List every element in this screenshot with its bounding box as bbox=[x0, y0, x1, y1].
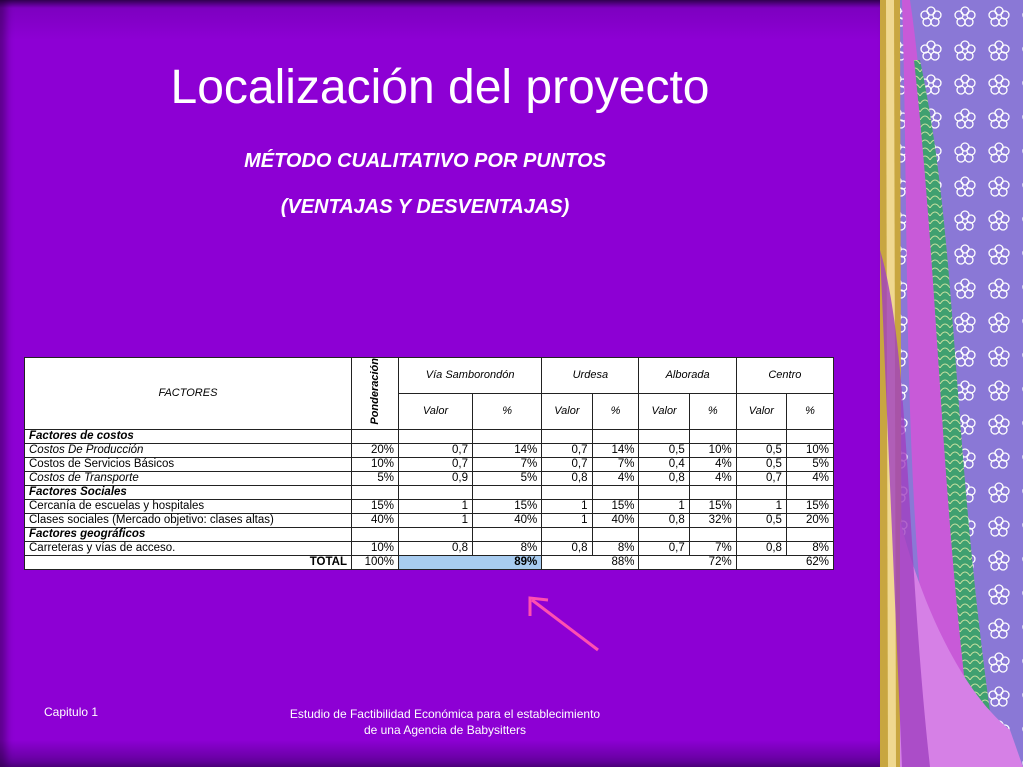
cell-pct-alborada: 15% bbox=[689, 499, 736, 513]
cell-pct-via-samborondon bbox=[473, 485, 542, 499]
cell-pct-alborada: 32% bbox=[689, 513, 736, 527]
cell-pct-via-samborondon: 14% bbox=[473, 443, 542, 457]
header-loc1: Vía Samborondón bbox=[399, 358, 542, 394]
row-label: Costos De Producción bbox=[25, 443, 352, 457]
cell-weight bbox=[352, 429, 399, 443]
row-label: Factores de costos bbox=[25, 429, 352, 443]
table-row bbox=[25, 513, 834, 527]
cell-valor-via-samborondon bbox=[399, 527, 473, 541]
header-weight bbox=[352, 358, 399, 430]
table-row bbox=[25, 457, 834, 471]
cell-pct-urdesa: 14% bbox=[592, 443, 639, 457]
highlight-arrow-icon bbox=[520, 590, 610, 660]
cell-valor-centro bbox=[736, 527, 786, 541]
row-label: Cercanía de escuelas y hospitales bbox=[25, 499, 352, 513]
cell-valor-via-samborondon: 1 bbox=[399, 513, 473, 527]
cell-pct-urdesa bbox=[592, 485, 639, 499]
cell-valor-via-samborondon bbox=[399, 485, 473, 499]
method-subtitle-2: (VENTAJAS Y DESVENTAJAS) bbox=[280, 196, 570, 218]
cell-valor-urdesa bbox=[542, 485, 592, 499]
cell-valor-alborada bbox=[639, 485, 689, 499]
cell-valor-urdesa: 0,8 bbox=[542, 541, 592, 555]
cell-pct-centro: 20% bbox=[786, 513, 833, 527]
cell-pct-urdesa: 7% bbox=[592, 457, 639, 471]
cell-pct-via-samborondon: 5% bbox=[473, 471, 542, 485]
cell-valor-via-samborondon: 0,7 bbox=[399, 457, 473, 471]
cell-pct-centro: 15% bbox=[786, 499, 833, 513]
row-label: Costos de Servicios Básicos bbox=[25, 457, 352, 471]
cell-valor-alborada: 1 bbox=[639, 499, 689, 513]
cell-valor-via-samborondon: 0,7 bbox=[399, 443, 473, 457]
header-pct: % bbox=[473, 393, 542, 429]
cell-valor-urdesa: 0,7 bbox=[542, 457, 592, 471]
cell-valor-alborada bbox=[639, 527, 689, 541]
cell-pct-urdesa: 8% bbox=[592, 541, 639, 555]
cell-weight bbox=[352, 485, 399, 499]
decorative-side-panel bbox=[880, 0, 1023, 767]
header-loc2: Urdesa bbox=[542, 358, 639, 394]
cell-pct-urdesa: 40% bbox=[592, 513, 639, 527]
header-pct: % bbox=[592, 393, 639, 429]
row-label: Carreteras y vías de acceso. bbox=[25, 541, 352, 555]
header-loc4: Centro bbox=[736, 358, 833, 394]
cell-valor-via-samborondon: 0,9 bbox=[399, 471, 473, 485]
row-label: Factores Sociales bbox=[25, 485, 352, 499]
cell-pct-via-samborondon bbox=[473, 429, 542, 443]
cell-pct-urdesa: 15% bbox=[592, 499, 639, 513]
total-weight: 100% bbox=[352, 555, 399, 569]
cell-valor-urdesa bbox=[542, 527, 592, 541]
cell-pct-urdesa: 4% bbox=[592, 471, 639, 485]
cell-pct-alborada: 7% bbox=[689, 541, 736, 555]
total-centro: 62% bbox=[736, 555, 833, 569]
cell-pct-centro: 4% bbox=[786, 471, 833, 485]
cell-pct-centro: 10% bbox=[786, 443, 833, 457]
cell-valor-alborada: 0,4 bbox=[639, 457, 689, 471]
cell-valor-centro bbox=[736, 485, 786, 499]
cell-valor-alborada: 0,8 bbox=[639, 513, 689, 527]
cell-valor-urdesa: 0,7 bbox=[542, 443, 592, 457]
cell-pct-alborada: 4% bbox=[689, 457, 736, 471]
cell-pct-centro: 5% bbox=[786, 457, 833, 471]
cell-weight bbox=[352, 527, 399, 541]
footer-line-1: Estudio de Factibilidad Económica para el establecimiento bbox=[289, 707, 601, 721]
cell-valor-centro: 1 bbox=[736, 499, 786, 513]
cell-valor-centro: 0,5 bbox=[736, 513, 786, 527]
slide-title: Localización del proyecto bbox=[170, 61, 710, 114]
cell-valor-centro: 0,5 bbox=[736, 443, 786, 457]
cell-valor-centro: 0,7 bbox=[736, 471, 786, 485]
row-label: Costos de Transporte bbox=[25, 471, 352, 485]
table-row bbox=[25, 485, 834, 499]
cell-valor-via-samborondon: 0,8 bbox=[399, 541, 473, 555]
header-valor: Valor bbox=[639, 393, 689, 429]
cell-pct-centro bbox=[786, 429, 833, 443]
table-row bbox=[25, 429, 834, 443]
cell-valor-urdesa: 1 bbox=[542, 513, 592, 527]
row-label: Factores geográficos bbox=[25, 527, 352, 541]
cell-weight: 15% bbox=[352, 499, 399, 513]
cell-pct-alborada bbox=[689, 485, 736, 499]
cell-pct-alborada: 4% bbox=[689, 471, 736, 485]
cell-pct-via-samborondon: 15% bbox=[473, 499, 542, 513]
cell-valor-via-samborondon: 1 bbox=[399, 499, 473, 513]
cell-pct-alborada bbox=[689, 429, 736, 443]
cell-valor-urdesa bbox=[542, 429, 592, 443]
method-subtitle: MÉTODO CUALITATIVO POR PUNTOS bbox=[244, 150, 606, 172]
cell-pct-alborada bbox=[689, 527, 736, 541]
cell-pct-via-samborondon bbox=[473, 527, 542, 541]
cell-valor-urdesa: 0,8 bbox=[542, 471, 592, 485]
floral-decoration-icon bbox=[880, 0, 1023, 767]
cell-valor-alborada: 0,7 bbox=[639, 541, 689, 555]
factors-table bbox=[24, 357, 834, 570]
table-row bbox=[25, 443, 834, 457]
table-body bbox=[25, 429, 834, 555]
row-label: Clases sociales (Mercado objetivo: clases altas) bbox=[25, 513, 352, 527]
header-valor: Valor bbox=[736, 393, 786, 429]
cell-valor-urdesa: 1 bbox=[542, 499, 592, 513]
footer-chapter: Capitulo 1 bbox=[44, 705, 99, 719]
cell-valor-centro bbox=[736, 429, 786, 443]
total-alborada: 72% bbox=[639, 555, 736, 569]
total-urdesa: 88% bbox=[542, 555, 639, 569]
footer-study-title bbox=[240, 706, 650, 738]
cell-valor-centro: 0,5 bbox=[736, 457, 786, 471]
table-row bbox=[25, 471, 834, 485]
header-valor: Valor bbox=[399, 393, 473, 429]
cell-pct-alborada: 10% bbox=[689, 443, 736, 457]
cell-pct-via-samborondon: 40% bbox=[473, 513, 542, 527]
cell-weight: 20% bbox=[352, 443, 399, 457]
cell-pct-via-samborondon: 8% bbox=[473, 541, 542, 555]
cell-pct-via-samborondon: 7% bbox=[473, 457, 542, 471]
total-row bbox=[25, 555, 834, 569]
cell-valor-alborada: 0,5 bbox=[639, 443, 689, 457]
footer-line-2: de una Agencia de Babysitters bbox=[363, 723, 527, 737]
header-weight-label: Ponderación bbox=[368, 358, 381, 425]
total-via-samborondon: 89% bbox=[399, 555, 542, 569]
cell-weight: 40% bbox=[352, 513, 399, 527]
cell-pct-centro: 8% bbox=[786, 541, 833, 555]
cell-valor-centro: 0,8 bbox=[736, 541, 786, 555]
cell-valor-alborada: 0,8 bbox=[639, 471, 689, 485]
cell-pct-centro bbox=[786, 485, 833, 499]
cell-weight: 10% bbox=[352, 541, 399, 555]
header-valor: Valor bbox=[542, 393, 592, 429]
table-row bbox=[25, 499, 834, 513]
header-factors: FACTORES bbox=[25, 358, 352, 430]
cell-weight: 5% bbox=[352, 471, 399, 485]
cell-valor-alborada bbox=[639, 429, 689, 443]
cell-valor-via-samborondon bbox=[399, 429, 473, 443]
header-pct: % bbox=[689, 393, 736, 429]
cell-pct-urdesa bbox=[592, 527, 639, 541]
cell-pct-urdesa bbox=[592, 429, 639, 443]
total-label: TOTAL bbox=[25, 555, 352, 569]
cell-weight: 10% bbox=[352, 457, 399, 471]
table-row bbox=[25, 527, 834, 541]
cell-pct-centro bbox=[786, 527, 833, 541]
header-pct: % bbox=[786, 393, 833, 429]
header-loc3: Alborada bbox=[639, 358, 736, 394]
table-row bbox=[25, 541, 834, 555]
